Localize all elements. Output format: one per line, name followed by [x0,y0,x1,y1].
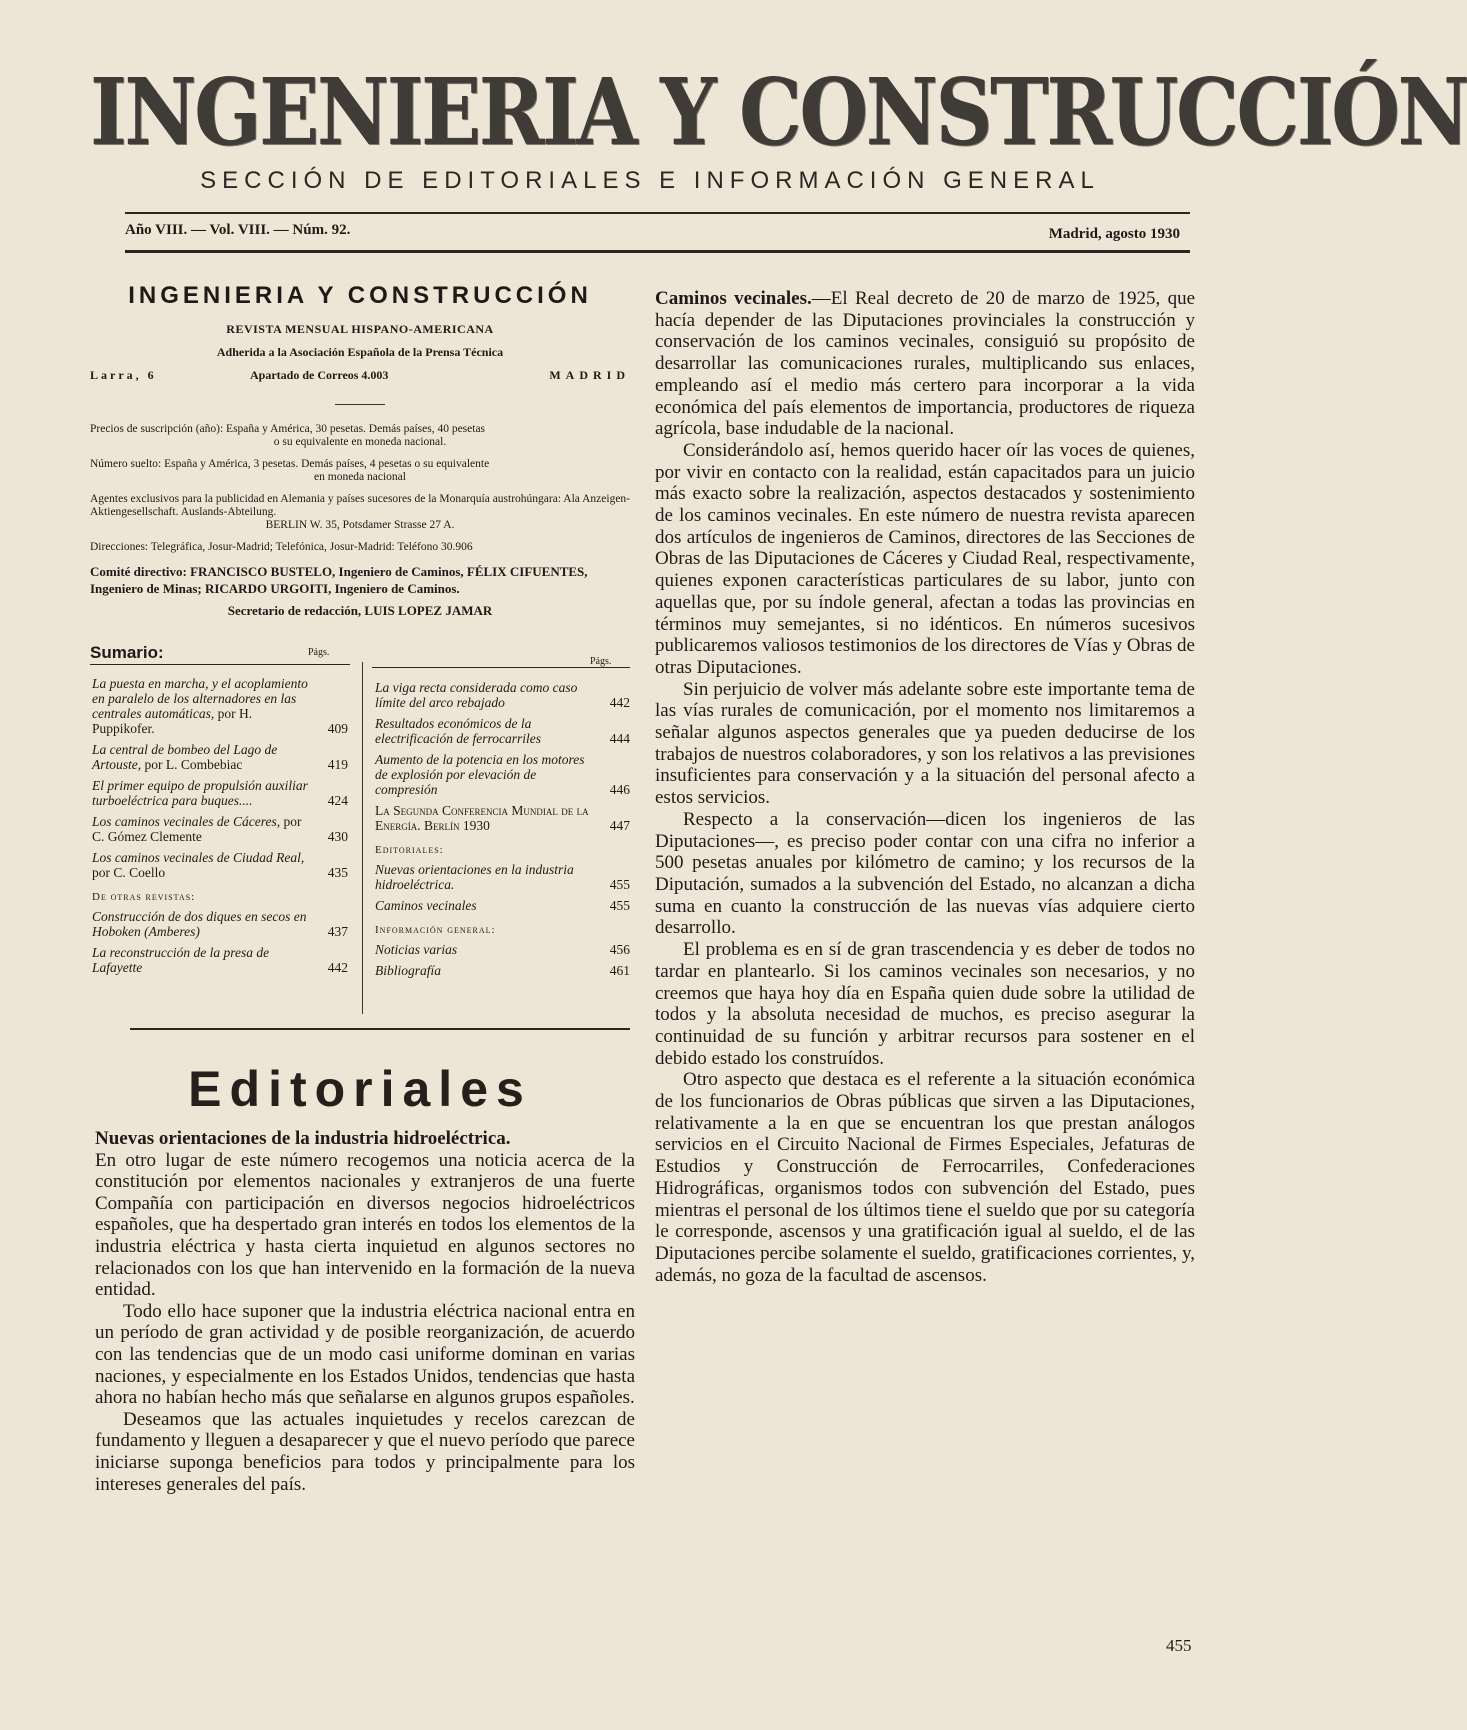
issue-number: Año VIII. — Vol. VIII. — Núm. 92. [125,222,351,238]
address-city: MADRID [549,368,630,382]
pags-label: Págs. [308,647,330,658]
toc-entry[interactable]: Resultados económicos de la electrificación de ferrocarriles 444 [375,716,630,746]
article-paragraph: Respecto a la conservación—dicen los ingenieros de las Diputaciones—, es preciso poder contar con una cifra no inferior a 500 pesetas anuales por kilómetro de camino; y los recursos de la Diputación, sumados a la subvención del Estado, no alcanzan a dicha suma en cuanto la construcción de las nuevas vías adquiere cierto desarrollo. [655,808,1195,939]
page-number: 455 [1166,1636,1192,1655]
sumario-right-column [375,680,630,984]
article-caminos-vecinales [655,288,1195,1286]
header-rule [125,212,1190,214]
toc-entry[interactable]: Aumento de la potencia en los motores de explosión por elevación de compresión 446 [375,752,630,797]
toc-entry[interactable]: La central de bombeo del Lago de Artouste, por L. Combebiac 419 [92,742,348,772]
editoriales-rule [130,1028,630,1030]
address-street: Larra, 6 [90,368,157,382]
toc-entry[interactable]: La reconstrucción de la presa de Lafayette 442 [92,945,348,975]
toc-entry[interactable]: Caminos vecinales 455 [375,898,630,913]
address-line [90,368,630,386]
comite-directivo: Comité directivo: FRANCISCO BUSTELO, Ingeniero de Caminos, FÉLIX CIFUENTES, Ingeniero de Minas; RICARDO URGOITI, Ingeniero de Caminos. [90,564,588,596]
toc-entry[interactable]: Noticias varias 456 [375,942,630,957]
sumario-header [90,643,350,665]
toc-entry[interactable]: Nuevas orientaciones en la industria hidroeléctrica. 455 [375,862,630,892]
issue-date: Madrid, agosto 1930 [1048,226,1180,242]
precios: Precios de suscripción (año): España y América, 30 pesetas. Demás países, 40 pesetas o su equivalente en moneda nacional. [90,423,486,448]
toc-section-otras: De otras revistas: [92,891,196,903]
info-adherida: Adherida a la Asociación Española de la Prensa Técnica [216,345,504,359]
editoriales-heading: Editoriales [188,1061,532,1117]
secretario: Secretario de redacción, LUIS LOPEZ JAMAR [227,603,493,618]
article-paragraph: El problema es en sí de gran trascendencia y es deber de todos no tardar en plantearlo. Si los caminos vecinales son necesarios, y no creemos que haya hoy día en España quien dude sobre la utilidad de todos y la absoluta necesidad de muchos, es preciso asegurar la continuidad de su función y arbitrar recursos para sostener en el debido estado los construídos. [655,939,1195,1069]
article-heading: Caminos vecinales. [655,288,812,309]
toc-entry[interactable]: La viga recta considerada como caso límite del arco rebajado 442 [375,680,630,710]
masthead-title: INGENIERIA Y CONSTRUCCIÓN [90,58,1467,166]
toc-entry[interactable]: Los caminos vecinales de Ciudad Real, por C. Coello 435 [92,850,348,880]
article-paragraph: Deseamos que las actuales inquietudes y recelos carezcan de fundamento y lleguen a desaparecer y que el nuevo período que parece iniciarse suponga beneficios para todos y principalmente para los intereses generales del país. [95,1408,635,1495]
article-paragraph: Caminos vecinales.—El Real decreto de 20 de marzo de 1925, que hacía depender de las Diputaciones provinciales la construcción y conservación de los caminos vecinales, consiguió su propósito de desarrollar las comunicaciones rurales, multiplicando sus enlaces, empleando así el medio más certero para incorporar a la vida económica del país elementos de importancia, productores de riqueza agrícola, base indudable de la nacional. [655,288,1196,440]
toc-section-informacion: Información general: [375,924,496,936]
info-subtitle: REVISTA MENSUAL HISPANO-AMERICANA [226,322,494,336]
direcciones: Direcciones: Telegráfica, Josur-Madrid; Telefónica, Josur-Madrid: Teléfono 30.906 [90,541,473,553]
toc-entry[interactable]: La puesta en marcha, y el acoplamiento en paralelo de los alternadores en las centrales automáticas, por H. Puppikofer. 409 [92,676,348,736]
article-paragraph: Sin perjuicio de volver más adelante sobre este importante tema de las vías rurales de comunicación, por el momento nos limitaremos a señalar algunos aspectos generales que ya pueden deducirse de los trabajos de nuestros colaboradores, y son los relativos a las previsiones insuficientes para conservación y a la situación del personal afecto a estos servicios. [655,678,1195,809]
pags-label-right: Págs. [590,656,612,667]
article-paragraph: En otro lugar de este número recogemos una noticia acerca de la constitución por elementos nacionales y extranjeros de una fuerte Compañía con participación en diversos negocios hidroeléctricos españoles, que ha despertado gran interés en todos los elementos de la industria eléctrica y hasta cierta inquietud en algunos sectores no relacionados con los que han intervenido en la formación de la nueva entidad. [95,1149,635,1301]
sumario-label: Sumario: [90,643,164,662]
address-box: Apartado de Correos 4.003 [250,368,389,382]
header-rule-bottom [125,250,1190,253]
toc-entry[interactable]: Bibliografía 461 [375,963,630,978]
masthead-subtitle: SECCIÓN DE EDITORIALES E INFORMACIÓN GENERAL [200,167,1100,194]
article-heading: Nuevas orientaciones de la industria hidroeléctrica. [95,1128,511,1149]
sumario-rule-left [90,664,350,665]
article-hidroelectrica [95,1128,635,1495]
info-title: INGENIERIA Y CONSTRUCCIÓN [128,282,592,309]
toc-entry[interactable]: Los caminos vecinales de Cáceres, por C. Gómez Clemente 430 [92,814,348,844]
toc-entry[interactable]: El primer equipo de propulsión auxiliar turboeléctrica para buques.... 424 [92,778,348,808]
publication-info [90,282,630,619]
article-paragraph: Otro aspecto que destaca es el referente a la situación económica de los funcionarios de Obras públicas que sirven a las Diputaciones, relativamente a la en que se encuentran los que prestan análogos servicios en el Circuito Nacional de Firmes Especiales, Jefaturas de Estudios y Construcción de Ferrocarriles, Confederaciones Hidrográficas, organismos todos con subvención del Estado, pues mientras el personal de los últimos tiene el sueldo que por su categoría le corresponde, ascensos y una gratificación igual al sueldo, el de las Diputaciones percibe solamente el sueldo, gratificaciones corrientes, y, además, no goza de la facultad de ascensos. [655,1069,1195,1286]
article-paragraph: Considerándolo así, hemos querido hacer oír las voces de quienes, por vivir en contacto con la realidad, están capacitados para un juicio más exacto sobre la realización, aspectos destacados y sostenimiento de los caminos vecinales. En este número de nuestra revista aparecen dos artículos de ingenieros de Caminos, directores de las Secciones de Obras de las Diputaciones de Cáceres y Ciudad Real, respectivamente, quienes exponen características particulares de su labor, junto con aquellas que, por su índole general, afectan a todas las provincias en términos muy semejantes, si no idénticos. En números sucesivos publicaremos valiosos testimonios de los directores de Vías y Obras de otras Diputaciones. [655,439,1195,678]
toc-entry[interactable]: Construcción de dos diques en secos en Hoboken (Amberes) 437 [92,909,348,939]
toc-section-editoriales: Editoriales: [375,844,444,856]
article-paragraph: Todo ello hace suponer que la industria eléctrica nacional entra en un período de gran actividad y de posible reorganización, de acuerdo con las tendencias que de un modo casi uniforme dominan en varias naciones, y especialmente en los Estados Unidos, tendencias que hasta ahora no habían hecho más que señalarse en algunos grupos españoles. [95,1300,635,1409]
sumario-rule-right [372,667,630,668]
divider [335,404,385,405]
toc-entry[interactable]: La Segunda Conferencia Mundial de la Energía. Berlín 1930 447 [375,803,630,833]
agentes: Agentes exclusivos para la publicidad en Alemania y países sucesores de la Monarquía austrohúngara: Ala Anzeigen-Aktiengesellschaft. Auslands-Abteilung. BERLIN W. 35, Potsdamer Strasse 27 A. [90,493,631,531]
numero-suelto: Número suelto: España y América, 3 pesetas. Demás países, 4 pesetas o su equivalente en moneda nacional [90,458,490,483]
article-paragraph [95,1128,635,1150]
sumario-left-column [92,676,348,981]
sumario-separator [362,662,363,1014]
